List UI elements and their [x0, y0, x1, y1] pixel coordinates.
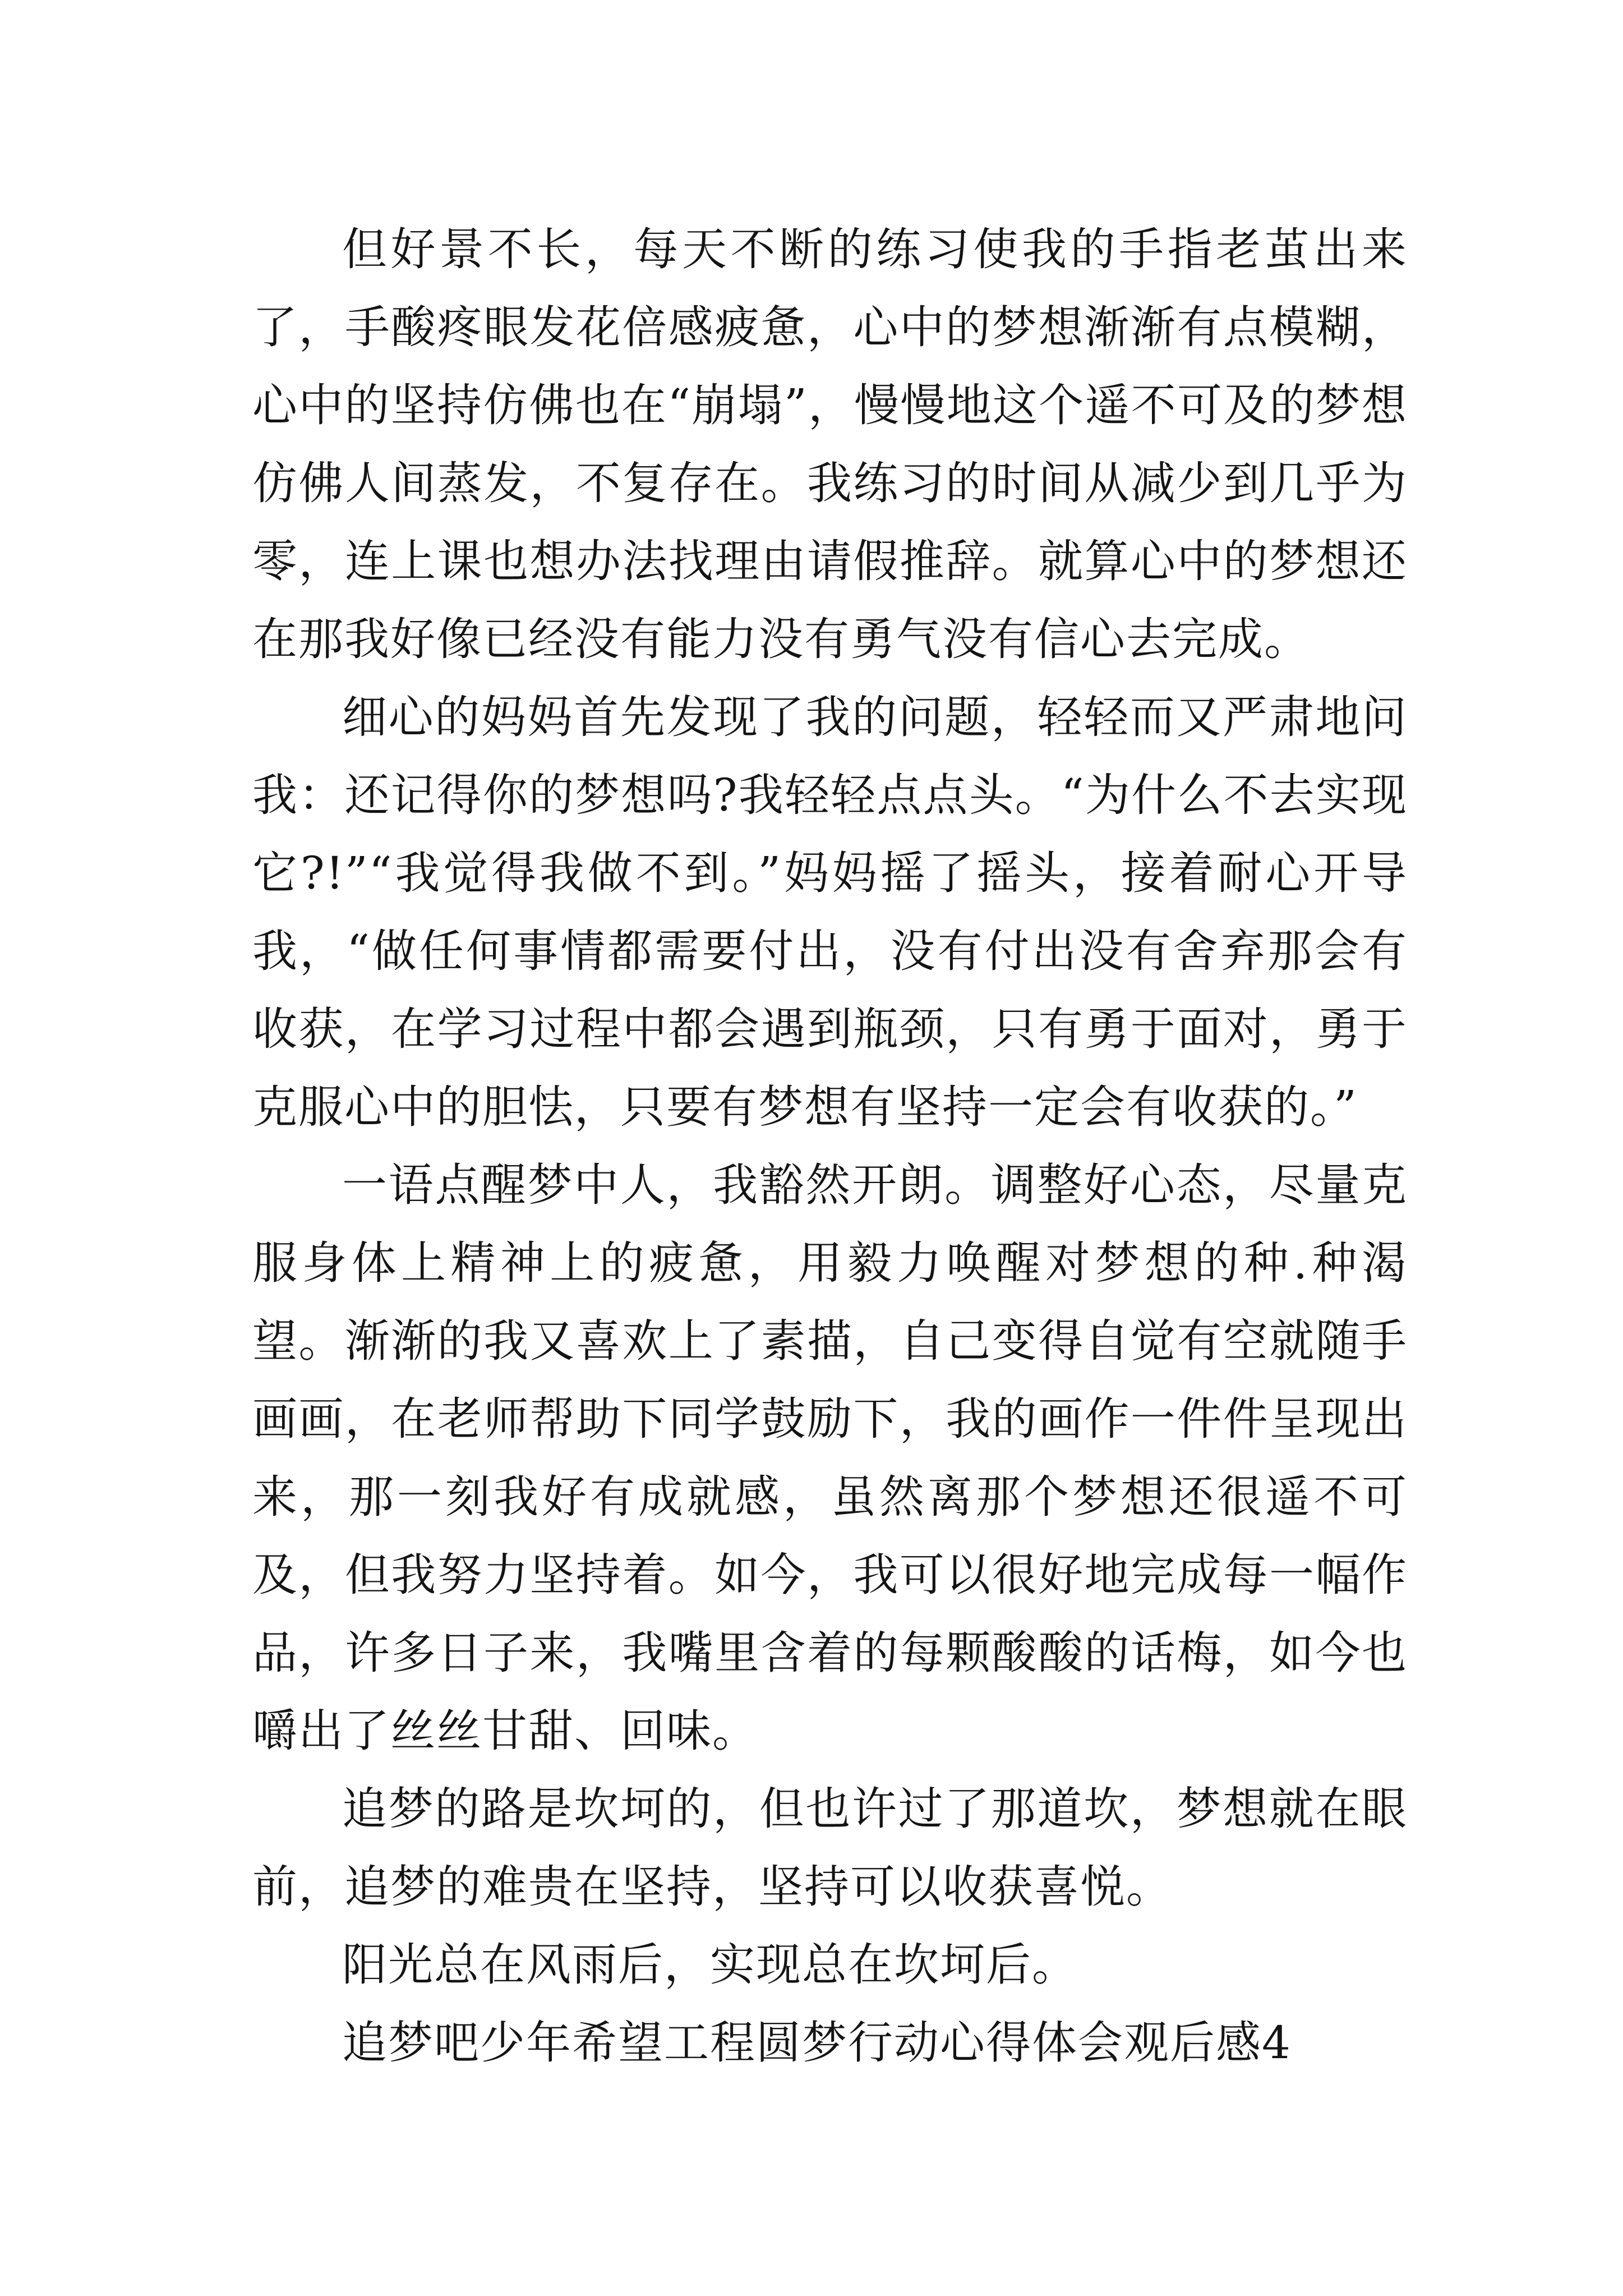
paragraph-1: 但好景不长，每天不断的练习使我的手指老茧出来了，手酸疼眼发花倍感疲惫，心中的梦想渐渐有点模糊，心中的坚持仿佛也在“崩塌”，慢慢地这个遥不可及的梦想仿佛人间蒸发，不复存在。我练习的时间从减少到几乎为零，连上课也想办法找理由请假推辞。就算心中的梦想还在那我好像已经没有能力没有勇气没有信心去完成。 — [252, 223, 1408, 665]
document-body — [252, 210, 1408, 2082]
paragraph-2: 细心的妈妈首先发现了我的问题，轻轻而又严肃地问我：还记得你的梦想吗?我轻轻点点头。“为什么不去实现它?!”“我觉得我做不到。”妈妈摇了摇头，接着耐心开导我，“做任何事情都需要付出，没有付出没有舍弃那会有收获，在学习过程中都会遇到瓶颈，只有勇于面对，勇于克服心中的胆怯，只要有梦想有坚持一定会有收获的。” — [252, 691, 1408, 1133]
paragraph-4: 追梦的路是坎坷的，但也许过了那道坎，梦想就在眼前，追梦的难贵在坚持，坚持可以收获喜悦。 — [252, 1783, 1408, 1913]
paragraph-5: 阳光总在风雨后，实现总在坎坷后。 — [342, 1939, 1078, 1991]
section-heading: 追梦吧少年希望工程圆梦行动心得体会观后感4 — [342, 2017, 1292, 2069]
paragraph-3: 一语点醒梦中人，我豁然开朗。调整好心态，尽量克服身体上精神上的疲惫，用毅力唤醒对梦想的种.种渴望。渐渐的我又喜欢上了素描，自己变得自觉有空就随手画画，在老师帮助下同学鼓励下，我的画作一件件呈现出来，那一刻我好有成就感，虽然离那个梦想还很遥不可及，但我努力坚持着。如今，我可以很好地完成每一幅作品，许多日子来，我嘴里含着的每颗酸酸的话梅，如今也嚼出了丝丝甘甜、回味。 — [252, 1159, 1408, 1757]
